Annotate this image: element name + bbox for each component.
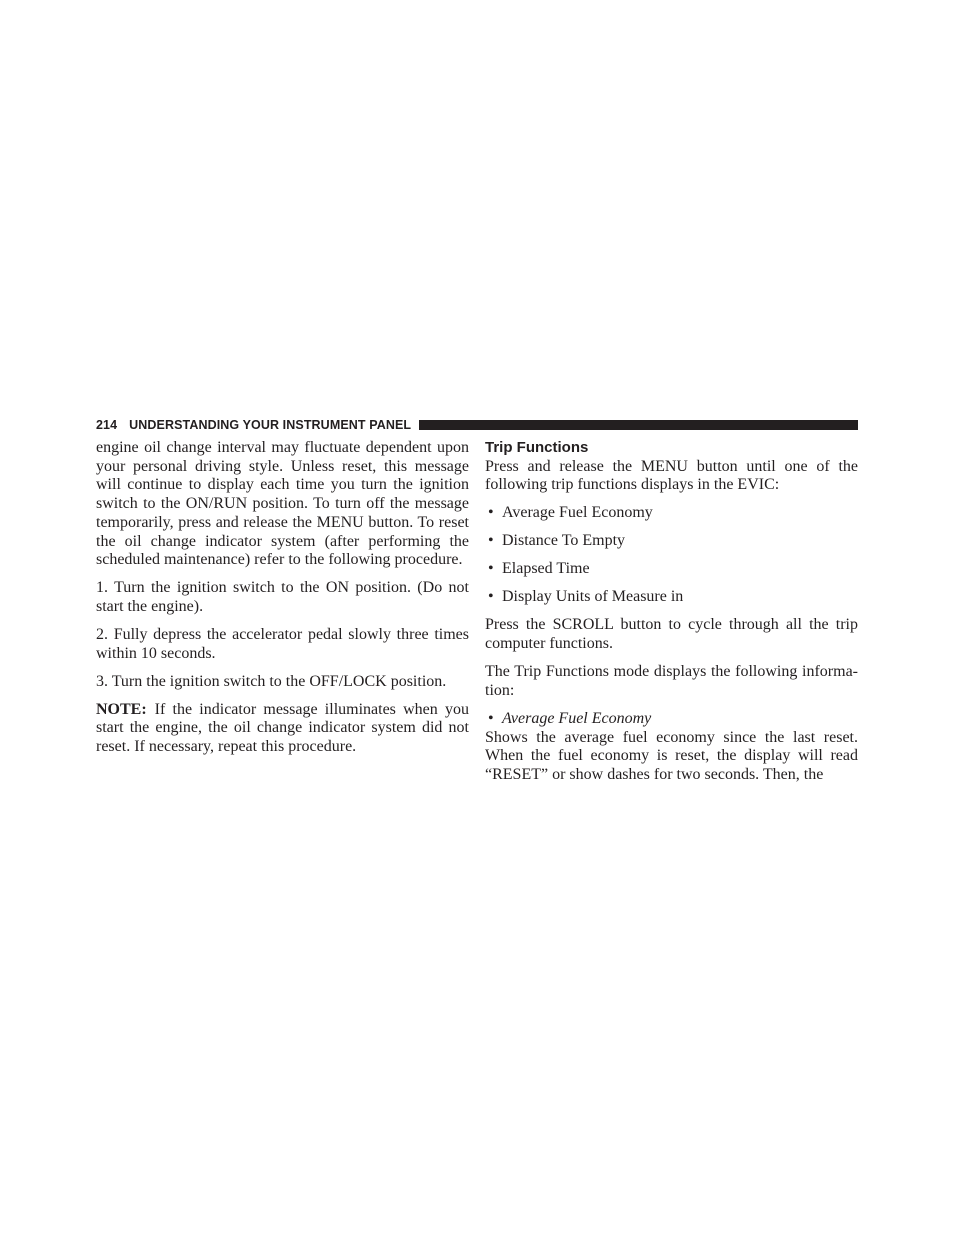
right-column [485,439,858,785]
list-item: • Distance To Empty [485,532,858,551]
trip-function-list [485,504,858,607]
list-item: • Elapsed Time [485,560,858,579]
header-text [96,418,411,432]
section-heading: Trip Functions [485,439,589,456]
mode-paragraph: The Trip Functions mode displays the following informa-tion: [485,663,858,699]
note-text: If the indicator message illuminates when you start the engine, the oil change indicator system did not reset. If necessary, repeat this procedure. [96,700,469,756]
section-title: UNDERSTANDING YOUR INSTRUMENT PANEL [129,418,412,432]
left-column [96,439,469,757]
scroll-paragraph: Press the SCROLL button to cycle through all the trip computer functions. [485,616,858,653]
intro-paragraph: engine oil change interval may fluctuate dependent upon your personal driving style. Unless reset, this message will continue to display each time you turn the ignition switch to the ON/RUN position. To turn off the message temporarily, press and release the MENU button. To reset the oil change indicator system (after performing the scheduled maintenance) refer to the following procedure. [96,439,469,569]
list-item: • Average Fuel Economy [485,504,858,523]
page-number: 214 [96,418,118,432]
average-fuel-economy-text: Shows the average fuel economy since the last reset. When the fuel economy is reset, the display will read “RESET” or show dashes for two seconds. Then, the [485,728,858,783]
sub-heading-average-fuel-economy: • Average Fuel Economy [485,710,858,729]
list-item: • Display Units of Measure in [485,588,858,607]
step-1: 1. Turn the ignition switch to the ON position. (Do not start the engine). [96,579,469,615]
note-paragraph [96,701,469,757]
trip-intro: Press and release the MENU button until one of the following trip functions displays in the EVIC: [485,457,858,494]
step-3: 3. Turn the ignition switch to the OFF/LOCK position. [96,672,447,690]
step-2: 2. Fully depress the accelerator pedal slowly three times within 10 seconds. [96,625,469,662]
page-header [96,417,858,433]
note-label: NOTE: [96,700,147,718]
header-rule [419,420,858,430]
